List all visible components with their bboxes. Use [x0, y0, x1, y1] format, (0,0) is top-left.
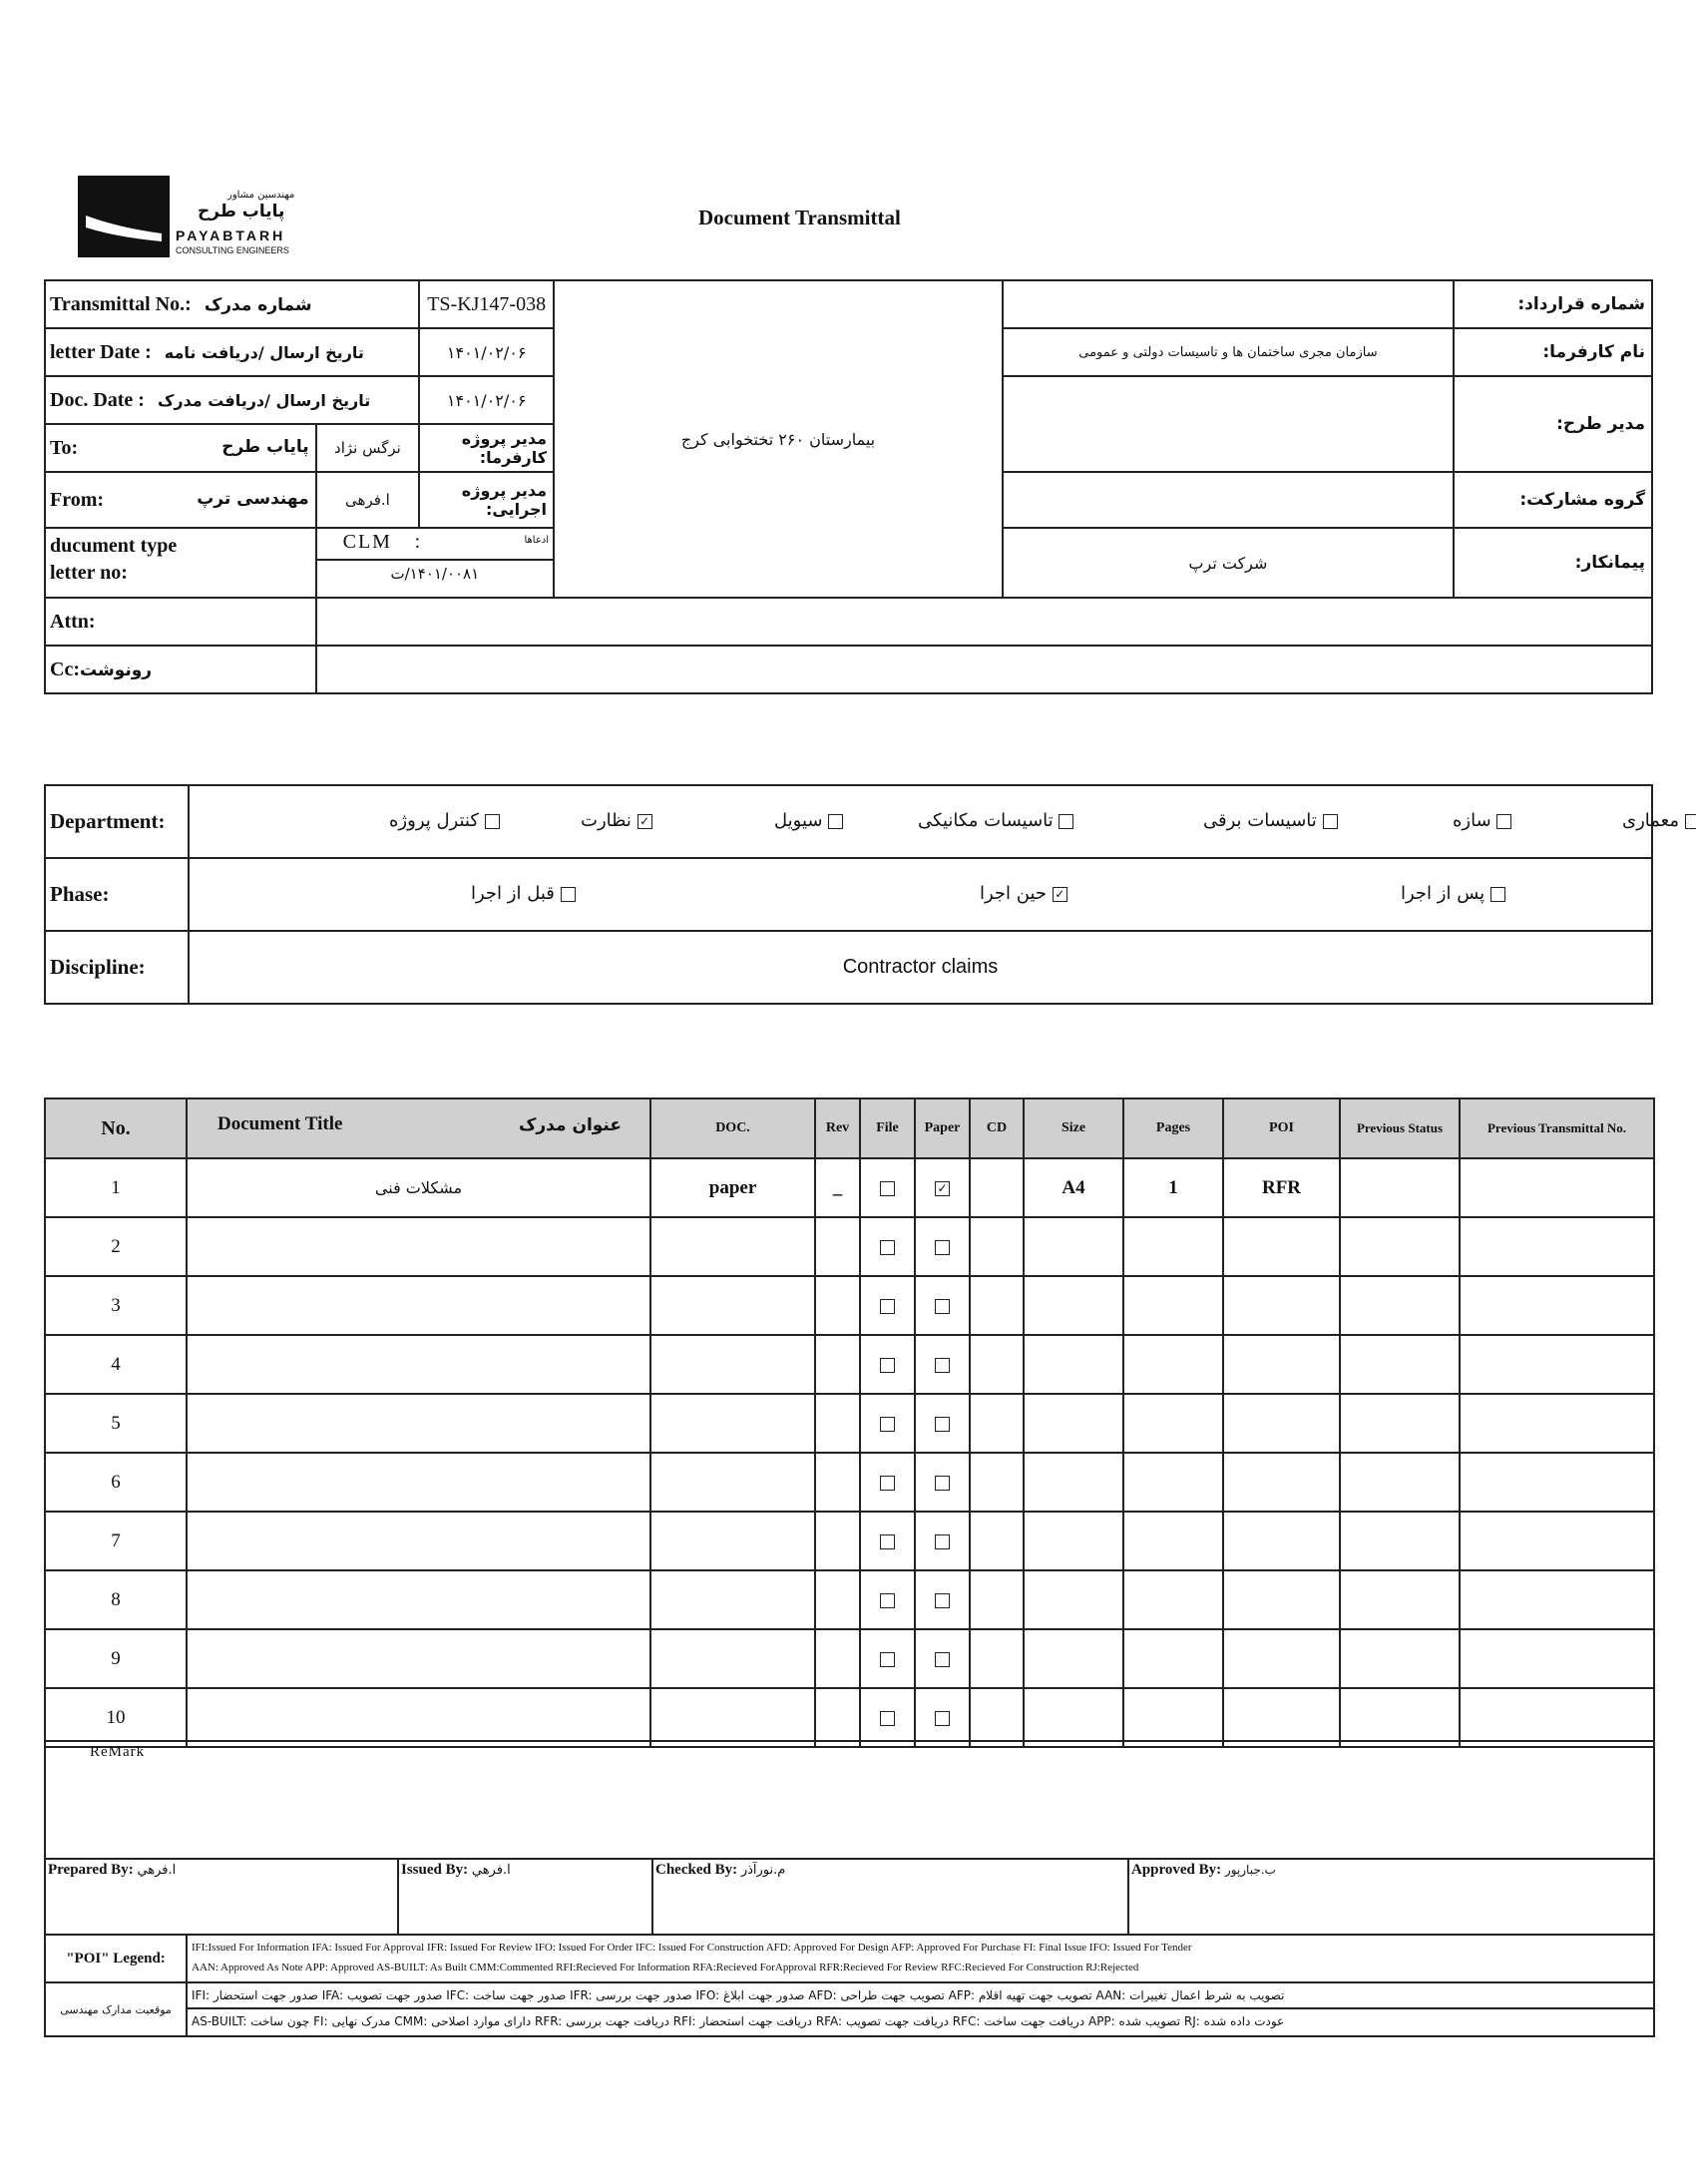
row-size [1024, 1394, 1123, 1453]
doc-type-separator: : [414, 531, 421, 553]
row-file [860, 1688, 915, 1747]
employer-value: سازمان مجری ساختمان ها و تاسیسات دولتی و عمومی [1003, 328, 1454, 376]
doc-type-label: ducument type [50, 535, 178, 557]
row-file [860, 1158, 915, 1217]
dept-option-label: کنترل پروژه [389, 810, 479, 831]
from-label-text: From: [50, 488, 105, 511]
dept-option-label: معماری [1622, 810, 1679, 831]
phase-options [189, 858, 1652, 931]
contract-no-label: شماره قرارداد: [1454, 280, 1652, 328]
logo-fa-small: مهندسین مشاور [227, 190, 295, 201]
from-label [45, 472, 316, 528]
row-doc [650, 1688, 815, 1747]
dept-option-label: تاسیسات برقی [1203, 810, 1317, 831]
to-value: پایاب طرح [221, 436, 309, 457]
transmittal-label-en: Transmittal No.: [50, 292, 192, 315]
checkbox-icon[interactable] [880, 1593, 895, 1608]
row-cd [970, 1453, 1024, 1512]
checkbox-icon[interactable] [935, 1299, 950, 1314]
row-prev-status [1340, 1276, 1460, 1335]
table-row [45, 1453, 1654, 1512]
design-manager-label: مدیر طرح: [1454, 376, 1652, 472]
row-prev-transmittal [1460, 1629, 1654, 1688]
row-prev-status [1340, 1394, 1460, 1453]
row-paper [915, 1570, 970, 1629]
row-doc [650, 1276, 815, 1335]
checkbox-checked-icon[interactable]: ✓ [935, 1181, 950, 1196]
col-title-en: Document Title [217, 1113, 343, 1134]
letter-no-value: ۱۴۰۱/۰۰۸۱/ت [390, 565, 480, 583]
attn-value[interactable] [316, 598, 1652, 646]
checked-by-value: م.نورآذر [740, 1863, 786, 1878]
checkbox-icon[interactable] [880, 1299, 895, 1314]
approved-by-cell [1128, 1859, 1654, 1935]
table-row [45, 1512, 1654, 1570]
discipline-label: Discipline: [45, 931, 189, 1004]
row-size [1024, 1512, 1123, 1570]
row-file [860, 1629, 915, 1688]
checkbox-icon[interactable] [880, 1534, 895, 1549]
fa-legend-line-1: IFI: صدور جهت استحضار IFA: صدور جهت تصویب IFC: صدور جهت ساخت IFR: صدور جهت بررسی IFO: صدور جهت ابلاغ AFD: تصویب جهت طراحی AFP: تصویب جهت تهیه اقلام AAN: تصویب به شرط اعمال تغییرات [188, 1983, 1653, 2009]
row-pages [1123, 1629, 1223, 1688]
dept-option-civil[interactable] [774, 810, 843, 831]
row-rev [815, 1217, 860, 1276]
row-file [860, 1335, 915, 1394]
partnership-value [1003, 472, 1454, 528]
row-rev: _ [815, 1158, 860, 1217]
remark-label: ReMark [90, 1744, 146, 1760]
row-no: 10 [45, 1688, 187, 1747]
legend-line-2: AAN: Approved As Note APP: Approved AS-BUILT: As Built CMM:Commented RFI:Recieved For Information RFA:Recieved ForApproval RFR:Recieved For Review RFC:Recieved For Construction RJ:Rejected [192, 1962, 1139, 1973]
col-pages: Pages [1123, 1098, 1223, 1158]
checkbox-icon[interactable] [935, 1240, 950, 1255]
row-pages [1123, 1394, 1223, 1453]
row-rev [815, 1688, 860, 1747]
issued-by-value: ا.فرهي [471, 1863, 511, 1878]
approved-by-label: Approved By: [1131, 1862, 1222, 1878]
dept-option-label: نظارت [581, 810, 632, 831]
dept-option-mechanical[interactable] [918, 810, 1073, 831]
col-poi: POI [1223, 1098, 1340, 1158]
poi-legend-label: "POI" Legend: [45, 1935, 187, 1982]
to-person: نرگس نژاد [316, 424, 420, 472]
row-cd [970, 1629, 1024, 1688]
row-no: 1 [45, 1158, 187, 1217]
row-size: A4 [1024, 1158, 1123, 1217]
dept-option-project-control[interactable] [389, 810, 500, 831]
row-pages [1123, 1453, 1223, 1512]
checked-by-label: Checked By: [655, 1862, 738, 1878]
row-title [187, 1276, 650, 1335]
poi-legend-fa [187, 1982, 1654, 2036]
row-pages [1123, 1335, 1223, 1394]
row-prev-status [1340, 1512, 1460, 1570]
fa-legend-line-2: AS-BUILT: چون ساخت FI: مدرک نهایی CMM: دارای موارد اصلاحی RFR: دریافت جهت بررسی RFI: دریافت جهت استحضار RFA: دریافت جهت تصویب RFC: دریافت جهت ساخت APP: تصویب شده RJ: عودت داده شده [192, 2014, 1285, 2028]
row-prev-status [1340, 1570, 1460, 1629]
col-title [187, 1098, 650, 1158]
contractor-value: شرکت ترپ [1003, 528, 1454, 598]
checkbox-icon[interactable] [880, 1240, 895, 1255]
row-doc [650, 1335, 815, 1394]
row-poi [1223, 1276, 1340, 1335]
row-doc [650, 1217, 815, 1276]
cc-label-en: Cc: [50, 657, 80, 680]
row-no: 8 [45, 1570, 187, 1629]
checkbox-icon[interactable] [880, 1476, 895, 1491]
row-paper [915, 1394, 970, 1453]
prepared-by-cell [45, 1859, 398, 1935]
dept-option-architecture[interactable] [1622, 810, 1696, 831]
row-paper [915, 1158, 970, 1217]
row-poi [1223, 1335, 1340, 1394]
checkbox-icon[interactable] [1490, 887, 1505, 902]
row-prev-transmittal [1460, 1512, 1654, 1570]
row-title [187, 1453, 650, 1512]
row-doc [650, 1512, 815, 1570]
row-title [187, 1217, 650, 1276]
checkbox-icon[interactable] [828, 814, 843, 829]
col-cd: CD [970, 1098, 1024, 1158]
to-role: مدیر پروژه کارفرما: [419, 424, 554, 472]
row-poi [1223, 1629, 1340, 1688]
row-poi [1223, 1217, 1340, 1276]
row-paper [915, 1453, 970, 1512]
row-prev-transmittal [1460, 1217, 1654, 1276]
dept-option-label: تاسیسات مکانیکی [918, 810, 1054, 831]
row-size [1024, 1629, 1123, 1688]
row-size [1024, 1276, 1123, 1335]
col-file: File [860, 1098, 915, 1158]
checkbox-icon[interactable] [1323, 814, 1338, 829]
row-file [860, 1453, 915, 1512]
from-role: مدیر پروژه اجرایی: [419, 472, 554, 528]
department-options [189, 785, 1679, 858]
prepared-by-value: ا.فرهي [137, 1863, 177, 1878]
row-no: 2 [45, 1217, 187, 1276]
row-file [860, 1217, 915, 1276]
row-pages [1123, 1217, 1223, 1276]
row-file [860, 1276, 915, 1335]
row-file [860, 1512, 915, 1570]
letter-date-label [45, 328, 419, 376]
checkbox-icon[interactable] [935, 1593, 950, 1608]
row-file [860, 1570, 915, 1629]
doc-date-label-fa: تاریخ ارسال /دریافت مدرک [157, 390, 371, 410]
row-no: 7 [45, 1512, 187, 1570]
row-rev [815, 1570, 860, 1629]
row-size [1024, 1335, 1123, 1394]
row-size [1024, 1453, 1123, 1512]
employer-label: نام کارفرما: [1454, 328, 1652, 376]
row-paper [915, 1688, 970, 1747]
checked-by-cell [652, 1859, 1128, 1935]
row-paper [915, 1335, 970, 1394]
row-doc [650, 1394, 815, 1453]
row-file [860, 1394, 915, 1453]
project-name: بیمارستان ۲۶۰ تختخوابی کرج [554, 280, 1003, 598]
row-prev-transmittal [1460, 1688, 1654, 1747]
col-paper: Paper [915, 1098, 970, 1158]
row-doc: paper [650, 1158, 815, 1217]
dept-option-electrical[interactable] [1203, 810, 1338, 831]
page-title: Document Transmittal [698, 206, 901, 229]
row-title [187, 1512, 650, 1570]
row-size [1024, 1217, 1123, 1276]
design-manager-value [1003, 376, 1454, 472]
phase-option-label: قبل از اجرا [471, 883, 555, 904]
phase-label: Phase: [45, 858, 189, 931]
row-title [187, 1570, 650, 1629]
table-row [45, 1629, 1654, 1688]
dept-option-label: سیویل [774, 810, 823, 831]
table-row [45, 1335, 1654, 1394]
row-prev-transmittal [1460, 1453, 1654, 1512]
row-prev-transmittal [1460, 1335, 1654, 1394]
checkbox-icon[interactable] [1059, 814, 1073, 829]
row-doc [650, 1629, 815, 1688]
row-poi [1223, 1512, 1340, 1570]
checkbox-icon[interactable] [561, 887, 576, 902]
phase-option-post[interactable] [1401, 883, 1505, 904]
checkbox-icon[interactable] [880, 1711, 895, 1726]
from-person: ا.فرهی [316, 472, 420, 528]
letter-date-value: ۱۴۰۱/۰۲/۰۶ [419, 328, 554, 376]
row-cd [970, 1335, 1024, 1394]
contract-no-value [1003, 280, 1454, 328]
legend-line-1: IFI:Issued For Information IFA: Issued For Approval IFR: Issued For Review IFO: Issued For Order IFC: Issued For Construction AFD: Approved For Design AFP: Approved For Purchase FI: Final Issue IFO: Issued For Tender [192, 1942, 1192, 1954]
row-rev [815, 1629, 860, 1688]
footer-table [44, 1740, 1655, 2037]
row-rev [815, 1394, 860, 1453]
row-no: 9 [45, 1629, 187, 1688]
checkbox-icon[interactable] [880, 1358, 895, 1373]
prepared-by-label: Prepared By: [48, 1862, 134, 1878]
row-no: 4 [45, 1335, 187, 1394]
checkbox-icon[interactable] [935, 1534, 950, 1549]
phase-option-pre[interactable] [471, 883, 576, 904]
table-row [45, 1394, 1654, 1453]
issued-by-cell [398, 1859, 652, 1935]
approved-by-value: ب.جبارپور [1224, 1863, 1276, 1877]
row-cd [970, 1217, 1024, 1276]
to-label-text: To: [50, 436, 79, 459]
logo-mark-icon [78, 176, 170, 257]
poi-legend-en [187, 1935, 1654, 1982]
letter-no-label: letter no: [50, 562, 128, 584]
info-table [44, 279, 1653, 694]
row-size [1024, 1570, 1123, 1629]
checkbox-icon[interactable] [880, 1417, 895, 1432]
phase-option-label: پس از اجرا [1401, 883, 1485, 904]
row-title [187, 1335, 650, 1394]
dept-option-structure[interactable] [1453, 810, 1511, 831]
doc-type-label-cell [45, 528, 316, 598]
checkbox-icon[interactable] [1496, 814, 1511, 829]
col-title-fa: عنوان مدرک [518, 1115, 622, 1135]
row-cd [970, 1394, 1024, 1453]
row-size [1024, 1688, 1123, 1747]
row-prev-transmittal [1460, 1276, 1654, 1335]
checkbox-icon[interactable] [485, 814, 500, 829]
letter-date-label-fa: تاریخ ارسال /دریافت نامه [164, 342, 364, 362]
cc-value[interactable] [316, 646, 1652, 693]
dept-option-label: سازه [1453, 810, 1491, 831]
discipline-value: Contractor claims [189, 931, 1652, 1004]
fa-legend-label: موقعیت مدارک مهندسی [45, 1982, 187, 2036]
checkbox-checked-icon[interactable]: ✓ [1053, 887, 1067, 902]
row-paper [915, 1217, 970, 1276]
table-row [45, 1276, 1654, 1335]
attn-label: Attn: [45, 598, 316, 646]
row-cd [970, 1512, 1024, 1570]
row-rev [815, 1512, 860, 1570]
documents-rows [45, 1158, 1654, 1747]
checkbox-icon[interactable] [935, 1358, 950, 1373]
row-paper [915, 1276, 970, 1335]
row-poi: RFR [1223, 1158, 1340, 1217]
doc-date-value: ۱۴۰۱/۰۲/۰۶ [419, 376, 554, 424]
row-rev [815, 1335, 860, 1394]
row-rev [815, 1453, 860, 1512]
row-no: 5 [45, 1394, 187, 1453]
checkbox-icon[interactable] [880, 1652, 895, 1667]
row-paper [915, 1629, 970, 1688]
table-row [45, 1217, 1654, 1276]
row-paper [915, 1512, 970, 1570]
partnership-label: گروه مشارکت: [1454, 472, 1652, 528]
table-row [45, 1570, 1654, 1629]
company-logo [78, 176, 307, 259]
documents-table [44, 1097, 1655, 1748]
row-prev-transmittal [1460, 1394, 1654, 1453]
col-prev-status: Previous Status [1340, 1098, 1460, 1158]
transmittal-no-label [45, 280, 419, 328]
row-pages: 1 [1123, 1158, 1223, 1217]
col-doc: DOC. [650, 1098, 815, 1158]
table-row [45, 1158, 1654, 1217]
checkbox-icon[interactable] [935, 1711, 950, 1726]
logo-fa: پایاب طرح [198, 202, 285, 221]
row-prev-transmittal [1460, 1158, 1654, 1217]
row-prev-status [1340, 1335, 1460, 1394]
checkbox-icon[interactable] [935, 1652, 950, 1667]
row-poi [1223, 1688, 1340, 1747]
transmittal-label-fa: شماره مدرک [204, 294, 312, 315]
col-rev: Rev [815, 1098, 860, 1158]
cc-label [45, 646, 316, 693]
checkbox-checked-icon[interactable]: ✓ [637, 814, 652, 829]
department-table [44, 784, 1679, 1005]
issued-by-label: Issued By: [401, 1862, 469, 1878]
row-prev-transmittal [1460, 1570, 1654, 1629]
contractor-label: پیمانکار: [1454, 528, 1652, 598]
row-pages [1123, 1688, 1223, 1747]
checkbox-icon[interactable] [935, 1476, 950, 1491]
row-prev-status [1340, 1158, 1460, 1217]
doc-type-value-cell [316, 528, 554, 598]
row-title: مشکلات فنی [187, 1158, 650, 1217]
checkbox-icon[interactable] [880, 1181, 895, 1196]
logo-en-subtitle: CONSULTING ENGINEERS [176, 245, 289, 255]
row-cd [970, 1688, 1024, 1747]
row-pages [1123, 1276, 1223, 1335]
row-no: 3 [45, 1276, 187, 1335]
row-title [187, 1394, 650, 1453]
row-cd [970, 1276, 1024, 1335]
col-no: No. [45, 1098, 187, 1158]
row-title [187, 1629, 650, 1688]
dept-option-supervision[interactable] [581, 810, 652, 831]
col-size: Size [1024, 1098, 1123, 1158]
checkbox-icon[interactable] [935, 1417, 950, 1432]
doc-type-note: ادعاها [524, 535, 550, 546]
row-rev [815, 1276, 860, 1335]
row-prev-status [1340, 1217, 1460, 1276]
from-value: مهندسی ترپ [197, 488, 309, 509]
row-cd [970, 1570, 1024, 1629]
to-label [45, 424, 316, 472]
letter-date-label-en: letter Date : [50, 340, 152, 363]
row-prev-status [1340, 1453, 1460, 1512]
row-poi [1223, 1570, 1340, 1629]
department-label: Department: [45, 785, 189, 858]
row-prev-status [1340, 1688, 1460, 1747]
row-pages [1123, 1512, 1223, 1570]
row-prev-status [1340, 1629, 1460, 1688]
doc-date-label-en: Doc. Date : [50, 388, 145, 411]
transmittal-no-value: TS-KJ147-038 [419, 280, 554, 328]
row-cd [970, 1158, 1024, 1217]
phase-option-label: حین اجرا [980, 883, 1048, 904]
cc-label-fa: رونوشت [79, 659, 153, 680]
row-poi [1223, 1394, 1340, 1453]
row-pages [1123, 1570, 1223, 1629]
checkbox-icon[interactable] [1685, 814, 1696, 829]
row-doc [650, 1453, 815, 1512]
row-no: 6 [45, 1453, 187, 1512]
phase-option-during[interactable] [980, 883, 1067, 904]
logo-en: PAYABTARH [176, 227, 286, 243]
doc-type-value: CLM [342, 531, 392, 553]
table-row [45, 1688, 1654, 1747]
row-poi [1223, 1453, 1340, 1512]
doc-date-label [45, 376, 419, 424]
row-doc [650, 1570, 815, 1629]
remark-cell [45, 1741, 1654, 1859]
col-prev-transmittal: Previous Transmittal No. [1460, 1098, 1654, 1158]
row-title [187, 1688, 650, 1747]
